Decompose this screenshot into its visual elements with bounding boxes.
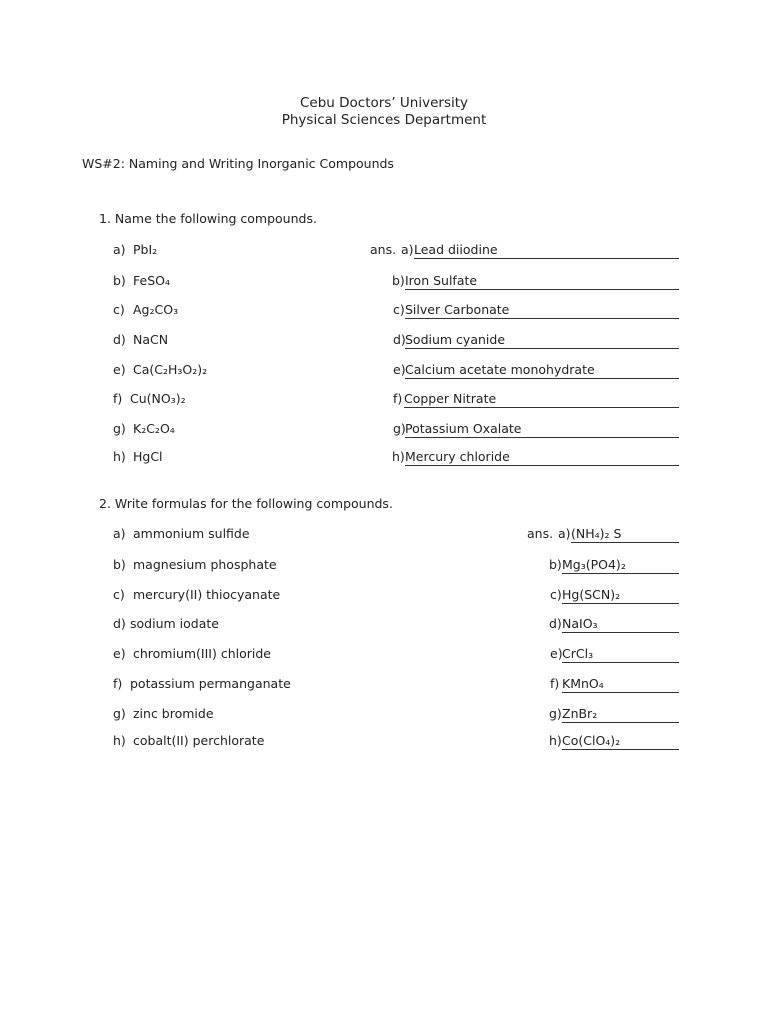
compound-name: zinc bromide <box>133 706 214 721</box>
item-letter: e) <box>113 646 126 661</box>
compound-formula: Ag₂CO₃ <box>133 302 179 317</box>
department-name: Physical Sciences Department <box>281 112 487 128</box>
item-letter: g) <box>113 706 126 721</box>
item-letter: a) <box>113 526 126 541</box>
compound-formula: FeSO₄ <box>133 273 170 288</box>
compound-name: magnesium phosphate <box>133 557 277 572</box>
answer-letter: g) <box>549 706 562 721</box>
answer-letter: c) <box>550 587 562 602</box>
answer-letter: e) <box>393 362 406 377</box>
ans-prefix: ans. <box>370 242 397 257</box>
item-letter: a) <box>113 242 126 257</box>
answer-letter: a) <box>401 242 414 257</box>
item-letter: h) <box>113 733 126 748</box>
answer-letter: b) <box>392 273 405 288</box>
answer-letter: e) <box>550 646 563 661</box>
worksheet-title: WS#2: Naming and Writing Inorganic Compounds <box>82 156 394 171</box>
answer-field[interactable]: ZnBr₂ <box>562 706 679 723</box>
section2-instruction: 2. Write formulas for the following compounds. <box>99 496 393 511</box>
answer-field[interactable]: Silver Carbonate <box>405 302 679 319</box>
answer-field[interactable]: CrCl₃ <box>562 646 679 663</box>
item-letter: c) <box>113 587 125 602</box>
answer-letter: c) <box>393 302 405 317</box>
compound-formula: HgCl <box>133 449 163 464</box>
answer-field[interactable]: Mercury chloride <box>405 449 679 466</box>
compound-formula: PbI₂ <box>133 242 158 257</box>
answer-letter: f) <box>550 676 560 691</box>
answer-field[interactable]: Sodium cyanide <box>405 332 679 349</box>
compound-name: mercury(II) thiocyanate <box>133 587 281 602</box>
answer-letter: b) <box>549 557 562 572</box>
item-letter: f) <box>113 676 123 691</box>
answer-field[interactable]: Calcium acetate monohydrate <box>405 362 679 379</box>
answer-letter: g) <box>393 421 406 436</box>
answer-field[interactable]: Lead diiodine <box>414 242 679 259</box>
compound-name: potassium permanganate <box>130 676 291 691</box>
compound-name: cobalt(II) perchlorate <box>133 733 265 748</box>
answer-letter: f) <box>393 391 403 406</box>
answer-letter: h) <box>549 733 562 748</box>
item-letter: f) <box>113 391 123 406</box>
item-letter: c) <box>113 302 125 317</box>
item-letter: b) <box>113 273 126 288</box>
item-letter: e) <box>113 362 126 377</box>
answer-field[interactable]: KMnO₄ <box>562 676 679 693</box>
answer-field[interactable]: (NH₄)₂ S <box>571 526 679 543</box>
item-letter: d) <box>113 332 126 347</box>
compound-formula: Ca(C₂H₃O₂)₂ <box>133 362 208 377</box>
answer-letter: d) <box>393 332 406 347</box>
university-name: Cebu Doctors’ University <box>299 95 469 111</box>
answer-field[interactable]: Potassium Oxalate <box>405 421 679 438</box>
item-letter: b) <box>113 557 126 572</box>
answer-letter: a) <box>558 526 571 541</box>
compound-name: chromium(III) chloride <box>133 646 271 661</box>
answer-letter: h) <box>392 449 405 464</box>
compound-name: ammonium sulfide <box>133 526 250 541</box>
item-letter: h) <box>113 449 126 464</box>
answer-field[interactable]: Mg₃(PO4)₂ <box>562 557 679 574</box>
answer-field[interactable]: Hg(SCN)₂ <box>562 587 679 604</box>
compound-name: sodium iodate <box>130 616 219 631</box>
answer-field[interactable]: Iron Sulfate <box>405 273 679 290</box>
answer-field[interactable]: Co(ClO₄)₂ <box>562 733 679 750</box>
compound-formula: K₂C₂O₄ <box>133 421 175 436</box>
item-letter: g) <box>113 421 126 436</box>
item-letter: d) <box>113 616 126 631</box>
answer-letter: d) <box>549 616 562 631</box>
ans-prefix: ans. <box>527 526 554 541</box>
compound-formula: Cu(NO₃)₂ <box>130 391 186 406</box>
section1-instruction: 1. Name the following compounds. <box>99 211 317 226</box>
answer-field[interactable]: NaIO₃ <box>562 616 679 633</box>
answer-field[interactable]: Copper Nitrate <box>404 391 679 408</box>
compound-formula: NaCN <box>133 332 169 347</box>
